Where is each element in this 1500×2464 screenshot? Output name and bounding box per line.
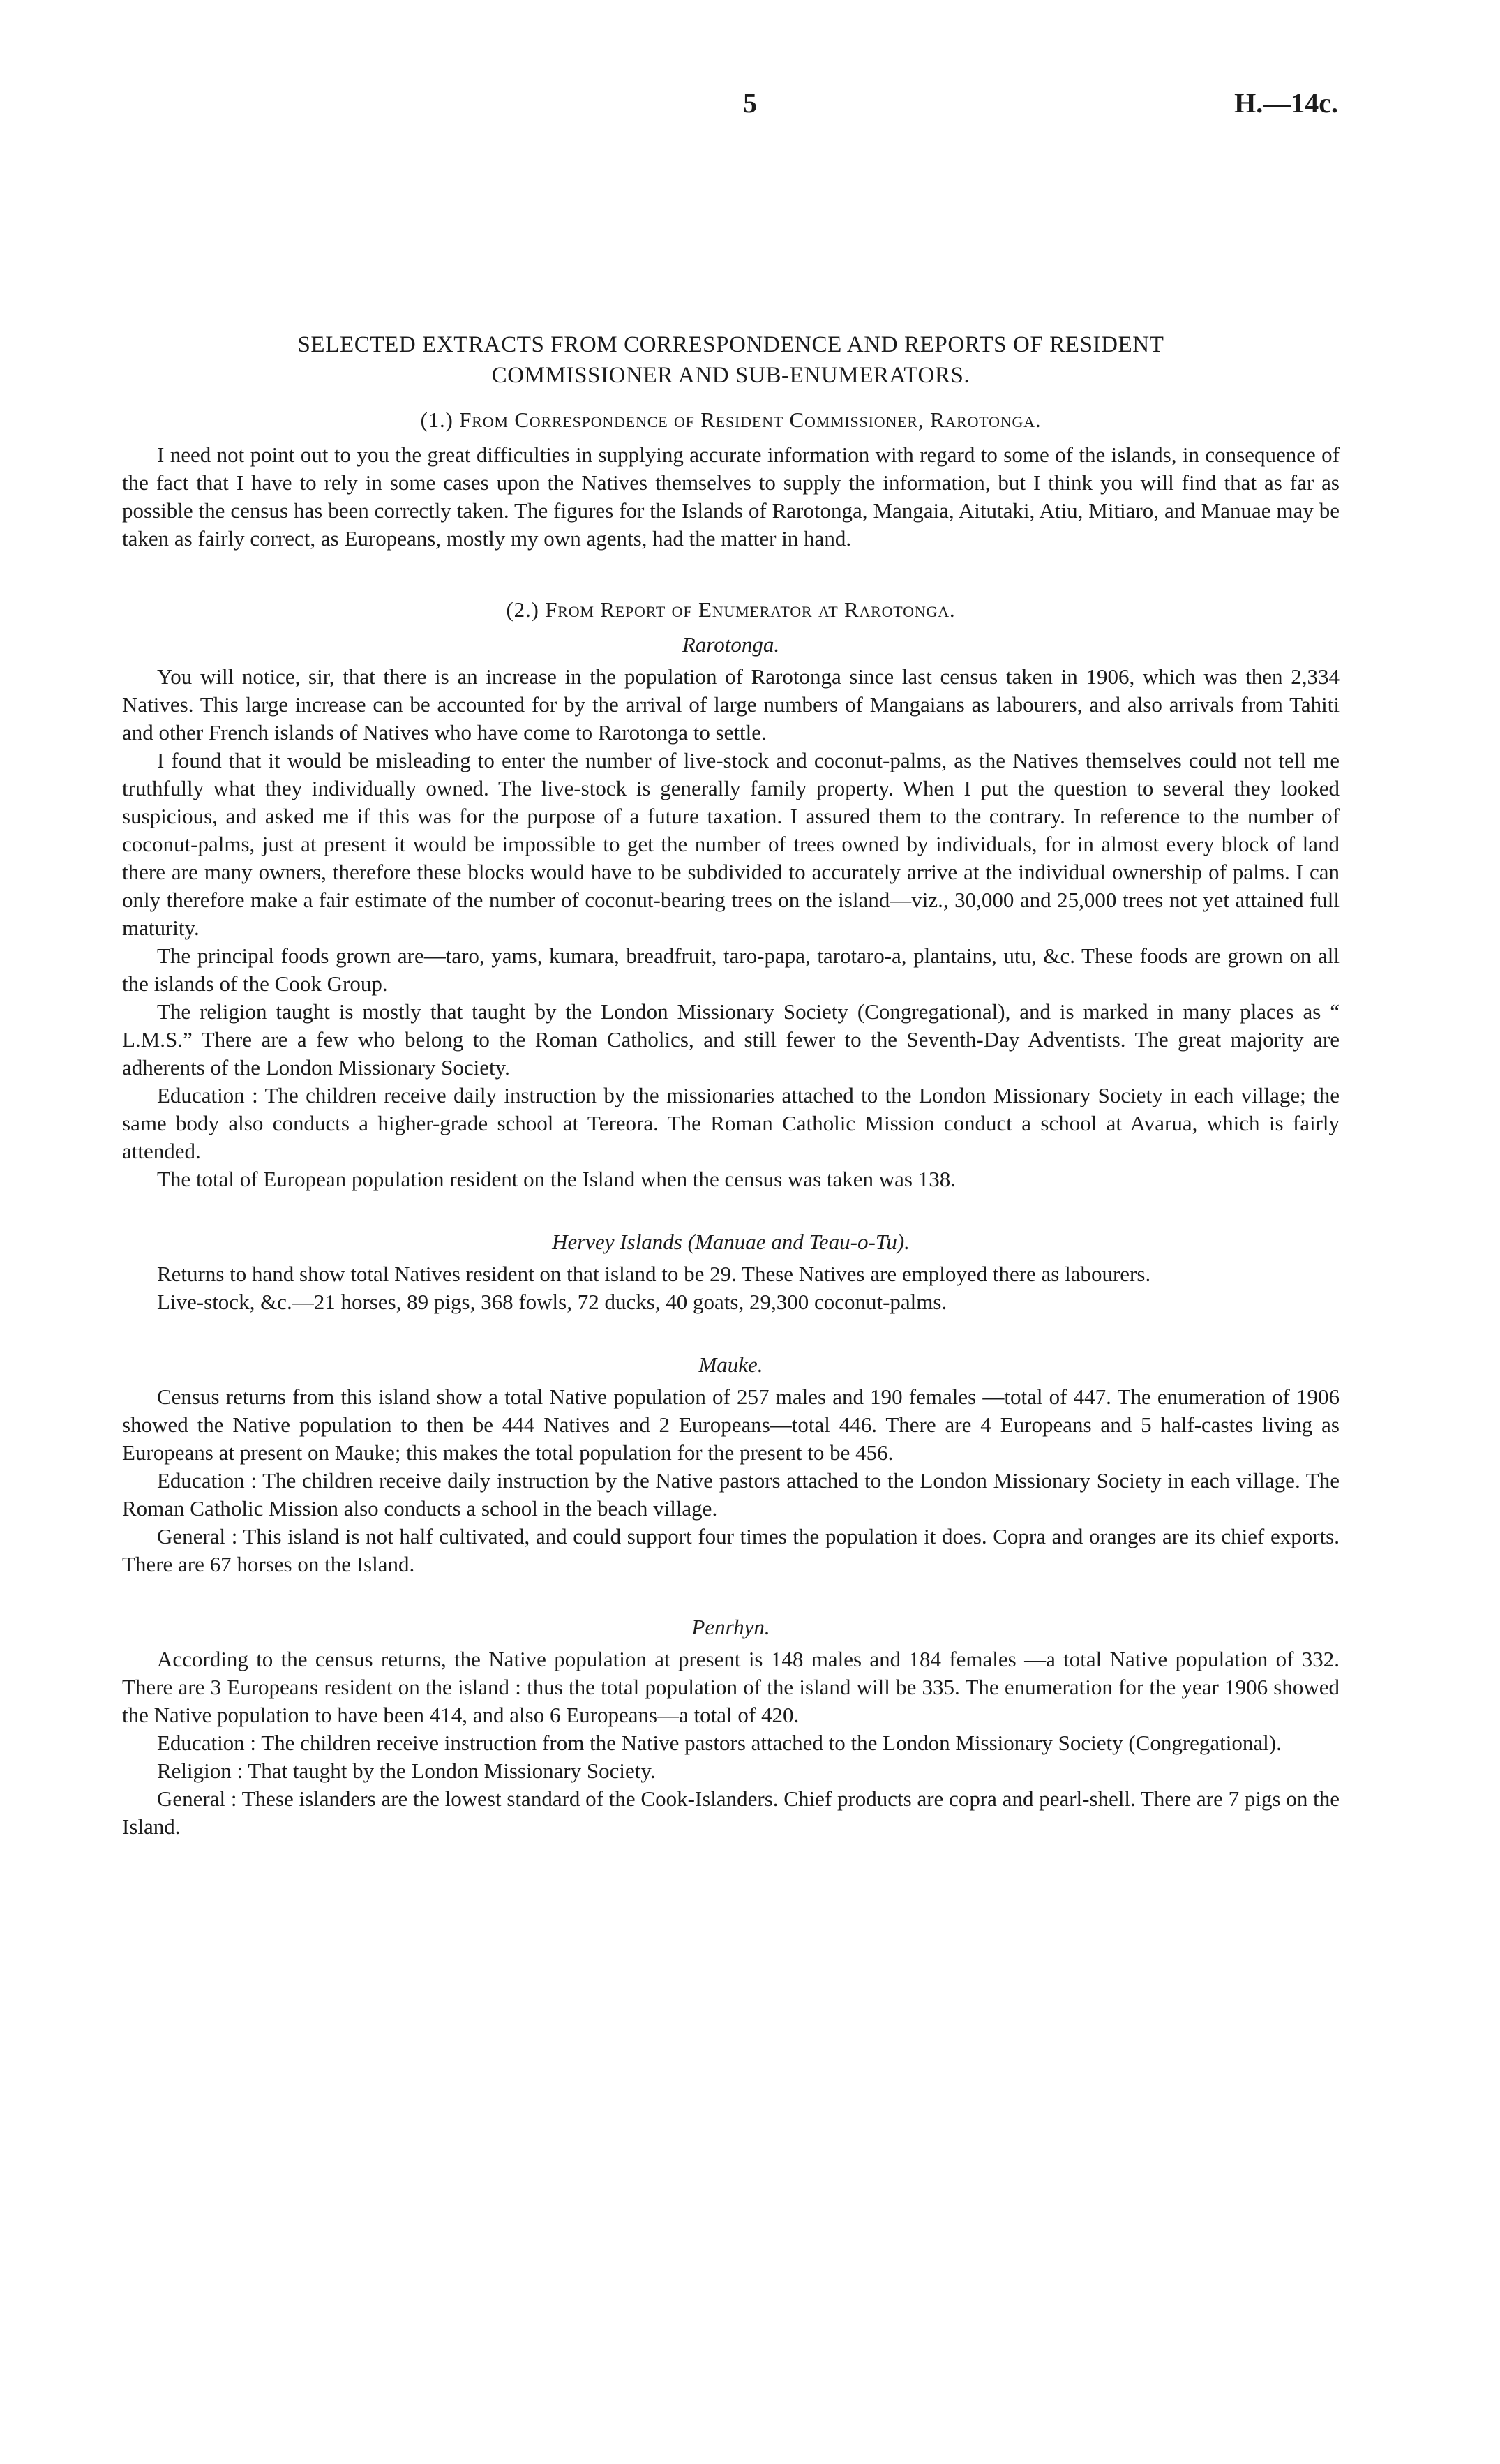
paragraph: Census returns from this island show a total Native population of 257 males and 190 females —total of 447. The enumeration of 1906 showed the Native population to then be 444 Natives and 2 Europeans—total 446. There are 4 Europeans and 5 half-castes living as Europeans at present on Mauke; this makes the total population for the present to be 456. [122,1384,1340,1465]
subheading-hervey-islands: Hervey Islands (Manuae and Teau-o-Tu). [552,1230,910,1254]
subheading-rarotonga: Rarotonga. [682,632,780,657]
paragraph: Returns to hand show total Natives resident on that island to be 29. These Natives are employed there as labourers. [157,1262,1151,1286]
paragraph: Live-stock, &c.—21 horses, 89 pigs, 368 fowls, 72 ducks, 40 goats, 29,300 coconut-palms. [157,1290,947,1314]
paragraph: You will notice, sir, that there is an increase in the population of Rarotonga since last census taken in 1906, which was then 2,334 Natives. This large increase can be accounted for by the arrival of large numbers of Mangaians as labourers, and also arrivals from Tahiti and other French islands of Natives who have come to Rarotonga to settle. [122,664,1340,745]
paragraph: The principal foods grown are—taro, yams, kumara, breadfruit, taro-papa, tarotaro-a, plantains, utu, &c. These foods are grown on all the islands of the Cook Group. [122,943,1340,996]
paragraph: The religion taught is mostly that taught by the London Missionary Society (Congregational), and is marked in many places as “ L.M.S.” There are a few who belong to the Roman Catholics, and still fewer to the Seventh-Day Adventists. The great majority are adherents of the London Missionary Society. [122,999,1340,1080]
section-enumerator-report [122,596,1340,1841]
page-number: 5 [743,87,757,119]
paragraph: Education : The children receive instruction from the Native pastors attached to the London Missionary Society (Congregational). [157,1731,1282,1755]
main-title [122,329,1340,391]
title-line-2: COMMISSIONER AND SUB-ENUMERATORS. [491,363,970,388]
title-line-1: SELECTED EXTRACTS FROM CORRESPONDENCE AND REPORTS OF RESIDENT [297,332,1164,357]
paragraph: Education : The children receive daily instruction by the missionaries attached to the London Missionary Society in each village; the same body also conducts a higher-grade school at Tereora. The Roman Catholic Mission conduct a school at Avarua, which is fairly attended. [122,1083,1340,1163]
paragraph: According to the census returns, the Native population at present is 148 males and 184 females —a total Native population of 332. There are 3 Europeans resident on the island : thus the total population of the island will be 335. The enumeration for the year 1906 showed the Native population to have been 414, and also 6 Europeans—a total of 420. [122,1647,1340,1727]
section-resident-commissioner [122,406,1340,553]
section-1-heading: (1.) From Correspondence of Resident Commissioner, Rarotonga. [420,408,1042,432]
section-2-heading: (2.) From Report of Enumerator at Rarotonga. [506,597,956,622]
paragraph: General : These islanders are the lowest standard of the Cook-Islanders. Chief products are copra and pearl-shell. There are 7 pigs on the Island. [122,1786,1340,1839]
paragraph: The total of European population resident on the Island when the census was taken was 138. [157,1167,956,1191]
paragraph: I need not point out to you the great difficulties in supplying accurate information with regard to some of the islands, in consequence of the fact that I have to rely in some cases upon the Natives themselves to supply the information, but I think you will find that as far as possible the census has been correctly taken. The figures for the Islands of Rarotonga, Mangaia, Aitutaki, Atiu, Mitiaro, and Manuae may be taken as fairly correct, as Europeans, mostly my own agents, had the matter in hand. [122,442,1340,551]
paragraph: General : This island is not half cultivated, and could support four times the population it does. Copra and oranges are its chief exports. There are 67 horses on the Island. [122,1524,1340,1576]
subheading-penrhyn: Penrhyn. [691,1615,770,1639]
paragraph: Education : The children receive daily instruction by the Native pastors attached to the London Missionary Society in each village. The Roman Catholic Mission also conducts a school in the beach village. [122,1468,1340,1521]
subheading-mauke: Mauke. [698,1352,763,1377]
document-reference: H.—14c. [1234,87,1338,119]
paragraph: I found that it would be misleading to enter the number of live-stock and coconut-palms, as the Natives themselves could not tell me truthfully what they individually owned. The live-stock is generally family property. When I put the question to several they looked suspicious, and asked me if this was for the purpose of a future taxation. I assured them to the contrary. In reference to the number of coconut-palms, just at present it would be impossible to get the number of trees owned by individuals, for in almost every block of land there are many owners, therefore these blocks would have to be subdivided to accurately arrive at the individual ownership of palms. I can only therefore make a fair estimate of the number of coconut-bearing trees on the island—viz., 30,000 and 25,000 trees not yet attained full maturity. [122,748,1340,940]
paragraph: Religion : That taught by the London Missionary Society. [157,1759,656,1783]
